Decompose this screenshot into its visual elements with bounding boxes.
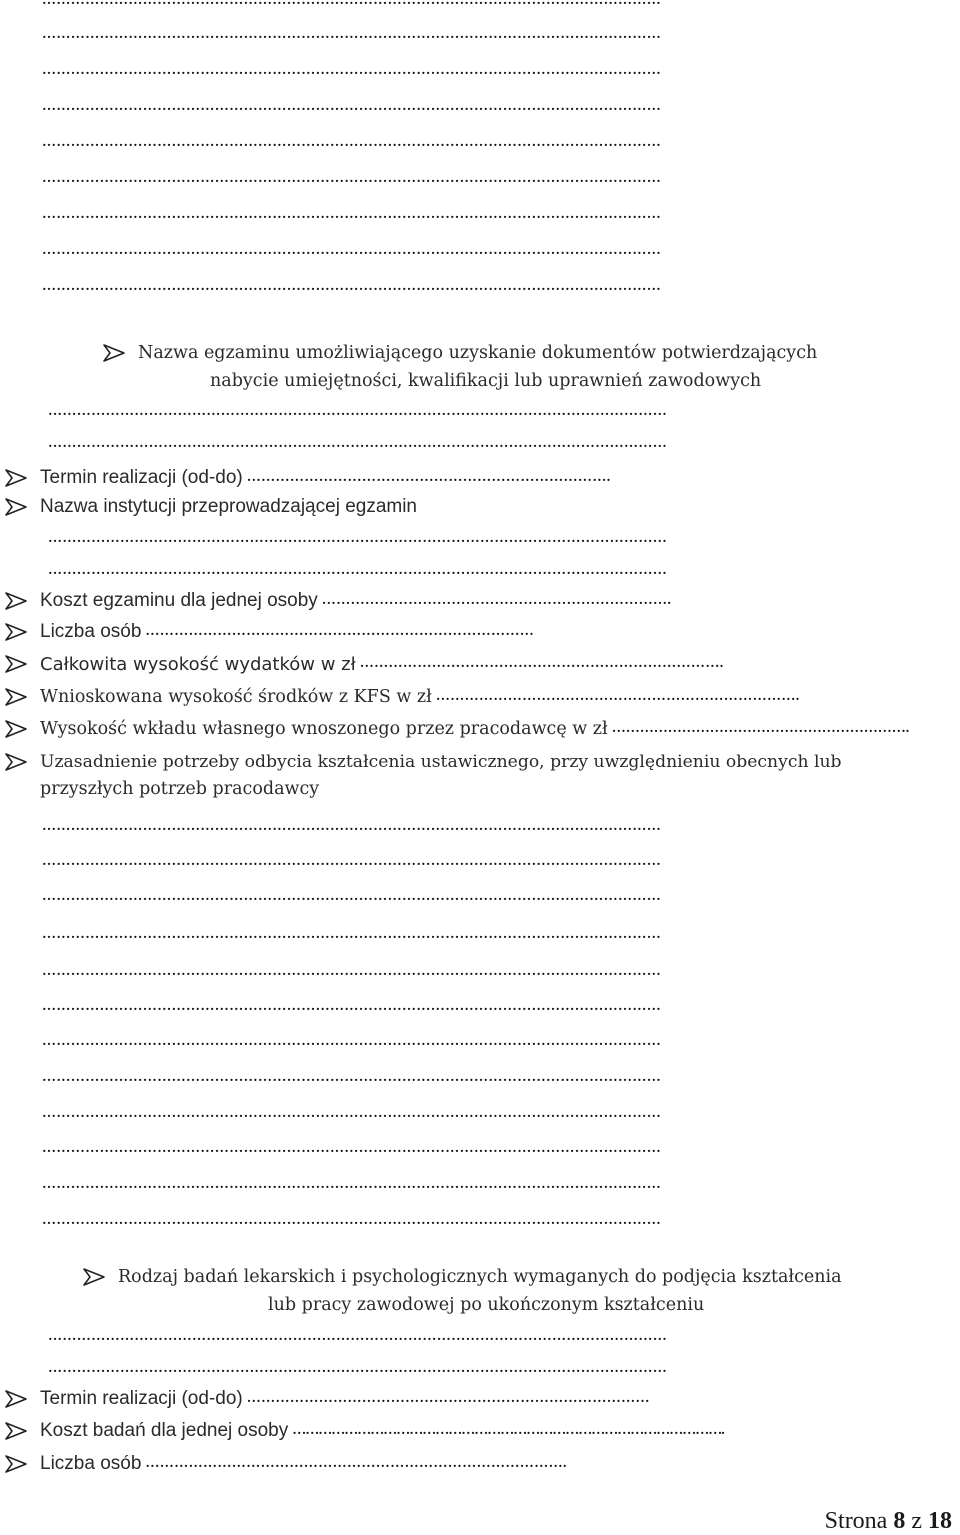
dotted-line: ………………………………………………………………………………………………………………… [48, 563, 668, 578]
dotted-line: ………………………………………………………………………………………………………………… [42, 207, 662, 222]
dotted-line: ………………………………………………………………………………………………………………… [42, 99, 662, 114]
arrow-bullet-icon [4, 497, 28, 517]
dotted-fill: …………………………………………………………………. [246, 470, 611, 485]
dotted-line: ………………………………………………………………………………………………………………… [48, 436, 668, 451]
dotted-line: ………………………………………………………………………………………………………………… [42, 279, 662, 294]
exam-total-label: Całkowita wysokość wydatków w zł [40, 653, 356, 675]
exam-heading [102, 340, 817, 366]
exam-justification-line2: przyszłych potrzeb pracodawcy [40, 779, 320, 799]
dotted-fill: ………………………………………………………………………… [246, 1391, 650, 1406]
dotted-line: ………………………………………………………………………………………………………………… [42, 927, 662, 942]
dotted-line: ………………………………………………………………………………………………………………… [48, 1361, 668, 1376]
arrow-bullet-icon [4, 654, 28, 674]
exam-justification [4, 749, 842, 775]
arrow-bullet-icon [4, 1454, 28, 1474]
dotted-line: ………………………………………………………………………………………………………………… [48, 404, 668, 419]
dotted-line: ………………………………………………………………………………………………………………… [42, 243, 662, 258]
exam-institution [4, 494, 417, 520]
exam-term-label: Termin realizacji (od-do) [40, 467, 243, 488]
dotted-line: ………………………………………………………………………………………………………………… [42, 1034, 662, 1049]
arrow-bullet-icon [4, 719, 28, 739]
exam-total-cost [4, 651, 724, 677]
medical-cost-per-person [4, 1418, 724, 1444]
dotted-line: ………………………………………………………………………………………………………………… [42, 27, 662, 42]
dotted-line: ………………………………………………………………………………………………………………… [42, 999, 662, 1014]
medical-term-label: Termin realizacji (od-do) [40, 1388, 243, 1409]
exam-justification-line1: Uzasadnienie potrzeby odbycia kształcenia ustawicznego, przy uwzględnieniu obecnych lub [40, 752, 842, 772]
arrow-bullet-icon [4, 622, 28, 642]
arrow-bullet-icon [4, 468, 28, 488]
arrow-bullet-icon [4, 591, 28, 611]
dotted-fill: ……………………………………………………………………………. [145, 1456, 567, 1471]
dotted-fill: ………………………………………………………. [611, 721, 910, 736]
dotted-line: ………………………………………………………………………………………………………………… [42, 1070, 662, 1085]
exam-requested-kfs [4, 684, 800, 710]
dotted-line: ………………………………………………………………………………………………………………… [42, 63, 662, 78]
page-total: 18 [928, 1508, 952, 1534]
exam-cost-per-person [4, 588, 671, 614]
dotted-fill: ……………………………………………………………………… [145, 624, 535, 639]
arrow-bullet-icon [4, 1389, 28, 1409]
dotted-line: ………………………………………………………………………………………………………………… [42, 1141, 662, 1156]
dotted-line: ………………………………………………………………………………………………………………… [42, 889, 662, 904]
medical-people-label: Liczba osób [40, 1453, 142, 1474]
exam-people-count [4, 619, 534, 645]
dotted-line: ………………………………………………………………………………………………………………… [48, 531, 668, 546]
arrow-bullet-icon [4, 687, 28, 707]
page-number [825, 1508, 952, 1535]
exam-heading-line1: Nazwa egzaminu umożliwiającego uzyskanie dokumentów potwierdzających [138, 343, 818, 363]
dotted-line: ………………………………………………………………………………………………………………… [42, 1213, 662, 1228]
exam-own-contribution [4, 716, 909, 742]
dotted-line: ………………………………………………………………………………………………………………… [42, 1106, 662, 1121]
exam-own-label: Wysokość wkładu własnego wnoszonego przez pracodawcę w zł [40, 719, 608, 739]
dotted-fill: …………………………………………………………………. [359, 656, 724, 671]
medical-cost-label: Koszt badań dla jednej osoby [40, 1420, 289, 1441]
medical-term [4, 1386, 650, 1412]
dotted-line: ………………………………………………………………………………………………………………… [42, 819, 662, 834]
exam-kfs-label: Wnioskowana wysokość środków z KFS w zł [40, 687, 432, 707]
exam-term [4, 465, 611, 491]
arrow-bullet-icon [4, 1421, 28, 1441]
exam-people-label: Liczba osób [40, 621, 142, 642]
dotted-line: ………………………………………………………………………………………………………………… [42, 171, 662, 186]
dotted-line: ………………………………………………………………………………………………………………… [42, 135, 662, 150]
exam-heading-line2: nabycie umiejętności, kwalifikacji lub uprawnień zawodowych [210, 371, 762, 391]
dotted-fill: ………………………………………………………………. [321, 593, 672, 608]
dotted-line: ………………………………………………………………………………………………………………… [42, 964, 662, 979]
dotted-line: ………………………………………………………………………………………………………………… [42, 0, 662, 8]
page-prefix: Strona [824, 1508, 888, 1534]
dotted-fill: …………………………………………………………………. [435, 689, 800, 704]
page-sep: z [911, 1508, 922, 1534]
arrow-bullet-icon [102, 343, 126, 363]
arrow-bullet-icon [82, 1267, 106, 1287]
medical-heading-line2: lub pracy zawodowej po ukończonym kształceniu [268, 1295, 705, 1315]
dotted-line: ………………………………………………………………………………………………………………… [42, 1177, 662, 1192]
dotted-fill: ………………………………………………………………………………………. [292, 1423, 724, 1438]
dotted-line: ………………………………………………………………………………………………………………… [48, 1329, 668, 1344]
medical-heading-line1: Rodzaj badań lekarskich i psychologicznych wymaganych do podjęcia kształcenia [118, 1267, 842, 1287]
arrow-bullet-icon [4, 752, 28, 772]
exam-cost-label: Koszt egzaminu dla jednej osoby [40, 590, 318, 611]
medical-people-count [4, 1451, 567, 1477]
dotted-line: ………………………………………………………………………………………………………………… [42, 854, 662, 869]
exam-institution-label: Nazwa instytucji przeprowadzającej egzamin [40, 496, 418, 517]
page-current: 8 [893, 1508, 906, 1534]
medical-heading [82, 1264, 842, 1290]
